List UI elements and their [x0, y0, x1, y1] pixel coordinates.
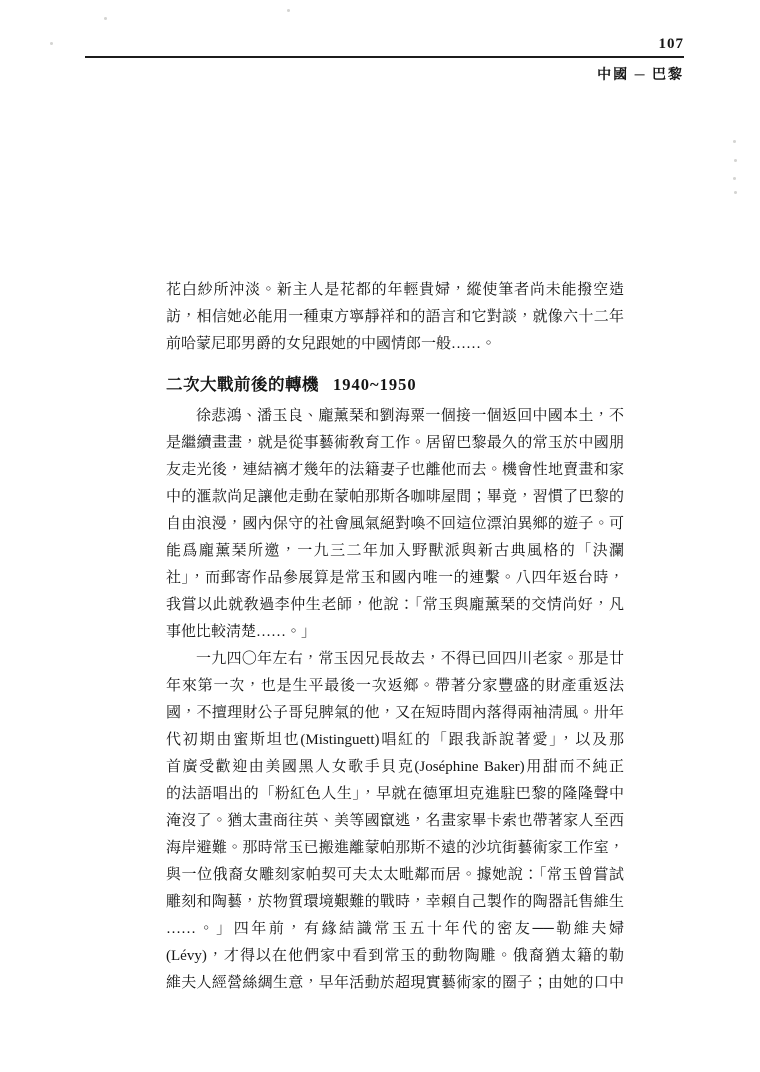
text-line: 事他比較淸楚……。」 — [166, 624, 317, 640]
scan-artifact — [104, 17, 107, 20]
text-line: 花白紗所沖淡。新主人是花都的年輕貴婦，縱使筆者尚未能撥空造 — [166, 282, 624, 298]
header-rule — [85, 56, 684, 58]
text-line: 能爲龐薰琹所邀，一九三二年加入野獸派與新古典風格的「決瀾 — [166, 543, 624, 559]
text-line: ……。」四年前，有緣結識常玉五十年代的密友──勒維夫婦 — [166, 921, 624, 937]
text-line: 訪，相信她必能用一種東方寧靜祥和的語言和它對談，就像六十二年 — [166, 309, 624, 325]
text-line: 前哈蒙尼耶男爵的女兒跟她的中國情郎一般……。 — [166, 336, 497, 352]
text-line: (Lévy)，才得以在他們家中看到常玉的動物陶雕。俄裔猶太籍的勒 — [166, 948, 624, 964]
text-line: 與一位俄裔女雕刻家帕契可夫太太毗鄰而居。據她說：「常玉曾嘗試 — [166, 867, 624, 883]
text-line: 的法語唱出的「粉紅色人生」，早就在德軍坦克進駐巴黎的隆隆聲中 — [166, 786, 624, 802]
section-heading-title: 二次大戰前後的轉機 — [166, 375, 319, 394]
text-line: 我嘗以此就敎過李仲生老師，他說：「常玉與龐薰琹的交情尚好，凡 — [166, 597, 624, 613]
section-heading-years: 1940~1950 — [333, 375, 417, 394]
text-line: 徐悲鴻、潘玉良、龐薰琹和劉海粟一個接一個返回中國本土，不 — [196, 408, 624, 424]
text-line: 自由浪漫，國內保守的社會風氣絕對喚不回這位漂泊異鄉的遊子。可 — [166, 516, 624, 532]
text-line: 友走光後，連結褵才幾年的法籍妻子也離他而去。機會性地賣畫和家 — [166, 462, 624, 478]
page-number: 107 — [658, 36, 684, 52]
text-line: 首廣受歡迎由美國黑人女歌手貝克(Joséphine Baker)用甜而不純正 — [166, 759, 624, 775]
scan-artifact — [733, 177, 736, 180]
scan-artifact — [287, 9, 290, 12]
running-title: 中國 ─ 巴黎 — [597, 68, 684, 83]
scan-artifact — [734, 159, 737, 162]
text-line: 代初期由蜜斯坦也(Mistinguett)唱紅的「跟我訴說著愛」，以及那 — [166, 732, 624, 748]
scan-artifact — [50, 42, 53, 45]
scan-artifact — [734, 191, 737, 194]
text-line: 中的滙款尚足讓他走動在蒙帕那斯各咖啡屋間；畢竟，習慣了巴黎的 — [166, 489, 624, 505]
text-line: 國，不擅理財公子哥兒脾氣的他，又在短時間內落得兩袖淸風。卅年 — [166, 705, 624, 721]
text-line: 是繼續畫畫，就是從事藝術敎育工作。居留巴黎最久的常玉於中國朋 — [166, 435, 624, 451]
text-line: 社」，而郵寄作品參展算是常玉和國內唯一的連繫。八四年返台時， — [166, 570, 624, 586]
paragraph — [166, 646, 624, 997]
body-text-column — [166, 277, 624, 997]
text-line: 一九四〇年左右，常玉因兄長故去，不得已回四川老家。那是廿 — [196, 651, 624, 667]
section-heading — [166, 371, 624, 398]
text-line: 維夫人經營絲綢生意，早年活動於超現實藝術家的圈子；由她的口中 — [166, 975, 624, 991]
text-line: 年來第一次，也是生平最後一次返鄉。帶著分家豐盛的財產重返法 — [166, 678, 624, 694]
paragraph — [166, 277, 624, 358]
text-line: 淹沒了。猶太畫商往英、美等國竄逃，名畫家畢卡索也帶著家人至西 — [166, 813, 624, 829]
scan-artifact — [733, 140, 736, 143]
text-line: 海岸避難。那時常玉已搬進離蒙帕那斯不遠的沙坑街藝術家工作室， — [166, 840, 624, 856]
text-line: 雕刻和陶藝，於物質環境艱難的戰時，幸賴自己製作的陶器託售維生 — [166, 894, 624, 910]
paragraph — [166, 403, 624, 646]
